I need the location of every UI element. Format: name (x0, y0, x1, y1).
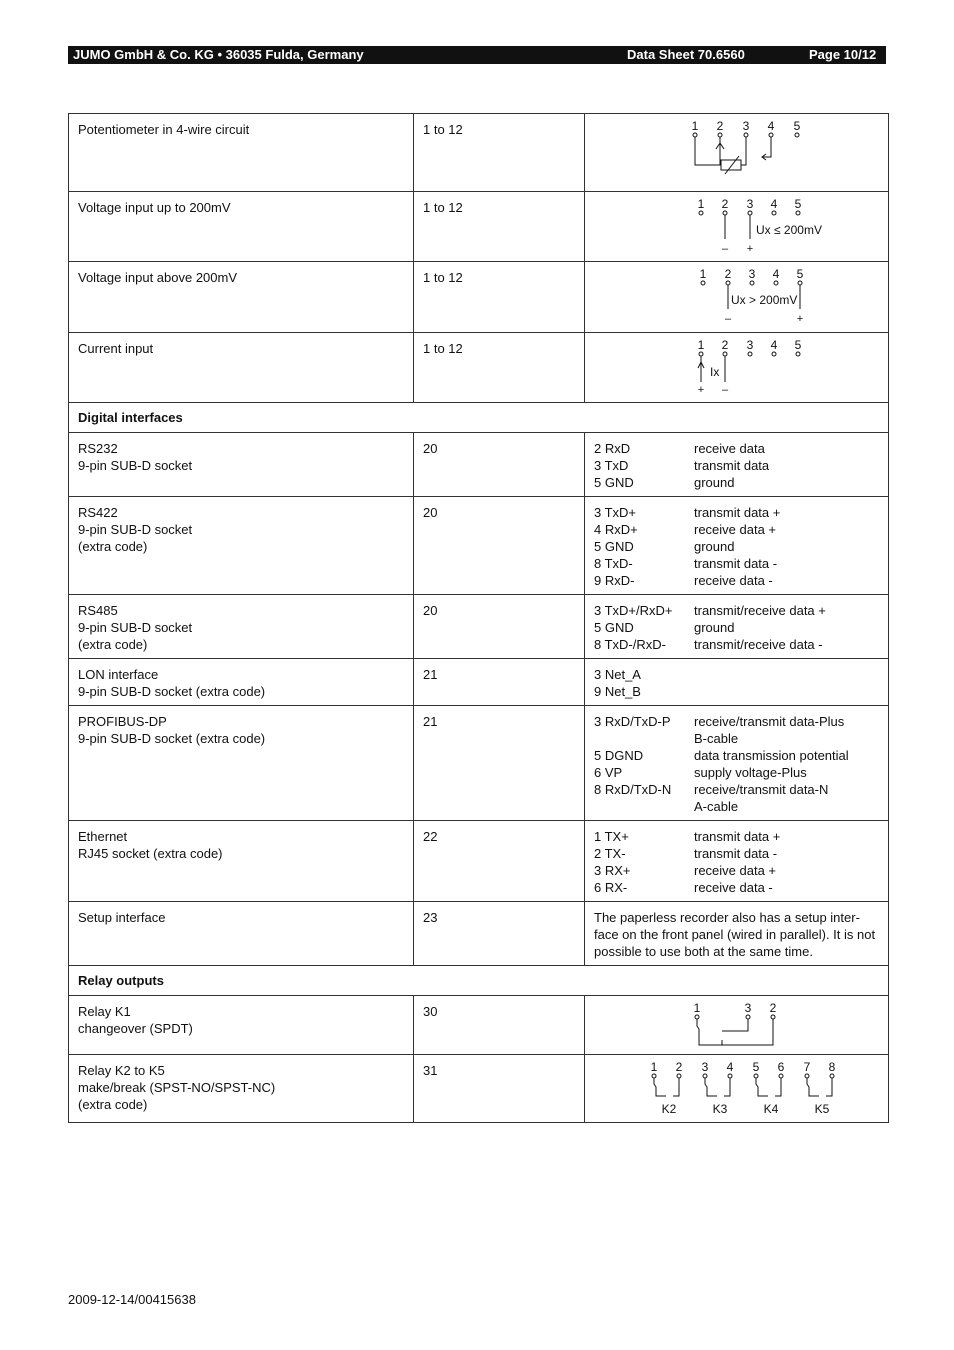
row-label: Relay K2 to K5 make/break (SPST-NO/SPST-NC) (extra code) (69, 1055, 414, 1123)
relay-k2k5-diagram-cell (585, 1055, 889, 1123)
connection-table (68, 113, 889, 1123)
terminal-label: 1 (691, 119, 698, 133)
table-row (69, 821, 889, 902)
pin-list: 3 RxD/TxD-P receive/transmit data-Plus B-cable 5 DGND data transmission potential 6 VP supply voltage-Plus 8 RxD/TxD-N receive/transmit data-N A-cable (585, 706, 889, 821)
row-code: 1 to 12 (414, 262, 585, 333)
relay-label: K2 (661, 1102, 676, 1116)
row-label: RS422 9-pin SUB-D socket (extra code) (69, 497, 414, 595)
row-code: 20 (414, 595, 585, 659)
potentiometer-diagram (672, 121, 802, 177)
terminal-label: 3 (748, 267, 755, 281)
row-code: 1 to 12 (414, 192, 585, 262)
table-row (69, 262, 889, 333)
voltage-high-diagram-cell (585, 262, 889, 333)
polarity-label: – (721, 384, 728, 396)
table-row (69, 497, 889, 595)
terminal-label: 5 (752, 1060, 759, 1074)
terminal-label: 1 (693, 1001, 700, 1015)
table-row (69, 192, 889, 262)
row-label: Ethernet RJ45 socket (extra code) (69, 821, 414, 902)
terminal-label: 2 (724, 267, 731, 281)
relay-k1-diagram (672, 1003, 802, 1049)
terminal-label: 4 (767, 119, 774, 133)
table-row (69, 659, 889, 706)
table-row (69, 333, 889, 403)
table-row (69, 706, 889, 821)
current-input-diagram-cell (585, 333, 889, 403)
row-code: 21 (414, 706, 585, 821)
terminal-label: 3 (744, 1001, 751, 1015)
pin-list: 2 RxD receive data 3 TxD transmit data 5 GND ground (585, 433, 889, 497)
terminal-label: 3 (746, 338, 753, 352)
terminal-label: 5 (796, 267, 803, 281)
table-row (69, 1055, 889, 1123)
row-label: RS232 9-pin SUB-D socket (69, 433, 414, 497)
voltage-note: Ux ≤ 200mV (755, 223, 822, 237)
table-row (69, 114, 889, 192)
terminal-label: 5 (794, 338, 801, 352)
terminal-label: 1 (699, 267, 706, 281)
row-code: 22 (414, 821, 585, 902)
pin-list: 3 Net_A 9 Net_B (585, 659, 889, 706)
terminal-label: 5 (793, 119, 800, 133)
terminal-label: 2 (716, 119, 723, 133)
row-code: 21 (414, 659, 585, 706)
terminal-label: 3 (742, 119, 749, 133)
terminal-label: 6 (777, 1060, 784, 1074)
row-code: 20 (414, 433, 585, 497)
row-label: Setup interface (69, 902, 414, 966)
section-title-digital: Digital interfaces (69, 403, 889, 433)
polarity-label: + (697, 384, 704, 396)
row-label: RS485 9-pin SUB-D socket (extra code) (69, 595, 414, 659)
terminal-label: 1 (650, 1060, 657, 1074)
terminal-label: 8 (828, 1060, 835, 1074)
terminal-label: 2 (769, 1001, 776, 1015)
potentiometer-diagram-cell (585, 114, 889, 192)
header-page: Page 10/12 (809, 47, 877, 62)
footer-doc-id: 2009-12-14/00415638 (68, 1292, 196, 1307)
terminal-label: 3 (746, 197, 753, 211)
page-header (68, 46, 886, 64)
pin-list: 1 TX+ transmit data + 2 TX- transmit data - 3 RX+ receive data + 6 RX- receive data - (585, 821, 889, 902)
row-code: 31 (414, 1055, 585, 1123)
terminal-label: 3 (701, 1060, 708, 1074)
section-row (69, 403, 889, 433)
row-label: Current input (69, 333, 414, 403)
relay-label: K3 (712, 1102, 727, 1116)
row-label: Voltage input up to 200mV (69, 192, 414, 262)
voltage-low-diagram-cell (585, 192, 889, 262)
voltage-high-diagram (672, 269, 802, 323)
current-input-diagram (672, 340, 802, 394)
terminal-label: 2 (721, 197, 728, 211)
pin-list: 3 TxD+/RxD+ transmit/receive data + 5 GND ground 8 TxD-/RxD- transmit/receive data - (585, 595, 889, 659)
voltage-note: Ux > 200mV (730, 293, 797, 307)
terminal-label: 5 (794, 197, 801, 211)
row-label: LON interface 9-pin SUB-D socket (extra code) (69, 659, 414, 706)
relay-label: K5 (814, 1102, 829, 1116)
current-note: Ix (709, 365, 719, 379)
terminal-label: 4 (770, 197, 777, 211)
relay-k1-diagram-cell (585, 996, 889, 1055)
row-code: 30 (414, 996, 585, 1055)
header-company: JUMO GmbH & Co. KG • 36035 Fulda, Germany (73, 47, 364, 62)
terminal-label: 1 (697, 338, 704, 352)
pin-list: 3 TxD+ transmit data + 4 RxD+ receive data + 5 GND ground 8 TxD- transmit data - 9 RxD- receive data - (585, 497, 889, 595)
terminal-label: 4 (770, 338, 777, 352)
row-code: 1 to 12 (414, 114, 585, 192)
row-code: 1 to 12 (414, 333, 585, 403)
row-label: Voltage input above 200mV (69, 262, 414, 333)
table-row (69, 996, 889, 1055)
terminal-label: 2 (721, 338, 728, 352)
polarity-label: + (796, 313, 803, 325)
setup-description: The paperless recorder also has a setup inter-face on the front panel (wired in parallel). It is not possible to use both at the same time. (585, 902, 889, 966)
row-label: Relay K1 changeover (SPDT) (69, 996, 414, 1055)
polarity-label: – (721, 243, 728, 255)
polarity-label: – (724, 313, 731, 325)
row-code: 23 (414, 902, 585, 966)
table-row (69, 433, 889, 497)
polarity-label: + (746, 243, 753, 255)
row-label: PROFIBUS-DP 9-pin SUB-D socket (extra code) (69, 706, 414, 821)
section-title-relay: Relay outputs (69, 966, 889, 996)
table-row (69, 902, 889, 966)
section-row (69, 966, 889, 996)
terminal-label: 4 (726, 1060, 733, 1074)
table-row (69, 595, 889, 659)
terminal-label: 7 (803, 1060, 810, 1074)
terminal-label: 1 (697, 197, 704, 211)
voltage-low-diagram (672, 197, 822, 255)
relay-k2k5-diagram (637, 1062, 837, 1116)
terminal-label: 4 (772, 267, 779, 281)
row-code: 20 (414, 497, 585, 595)
row-label: Potentiometer in 4-wire circuit (69, 114, 414, 192)
terminal-label: 2 (675, 1060, 682, 1074)
header-sheet: Data Sheet 70.6560 (627, 47, 745, 62)
relay-label: K4 (763, 1102, 778, 1116)
